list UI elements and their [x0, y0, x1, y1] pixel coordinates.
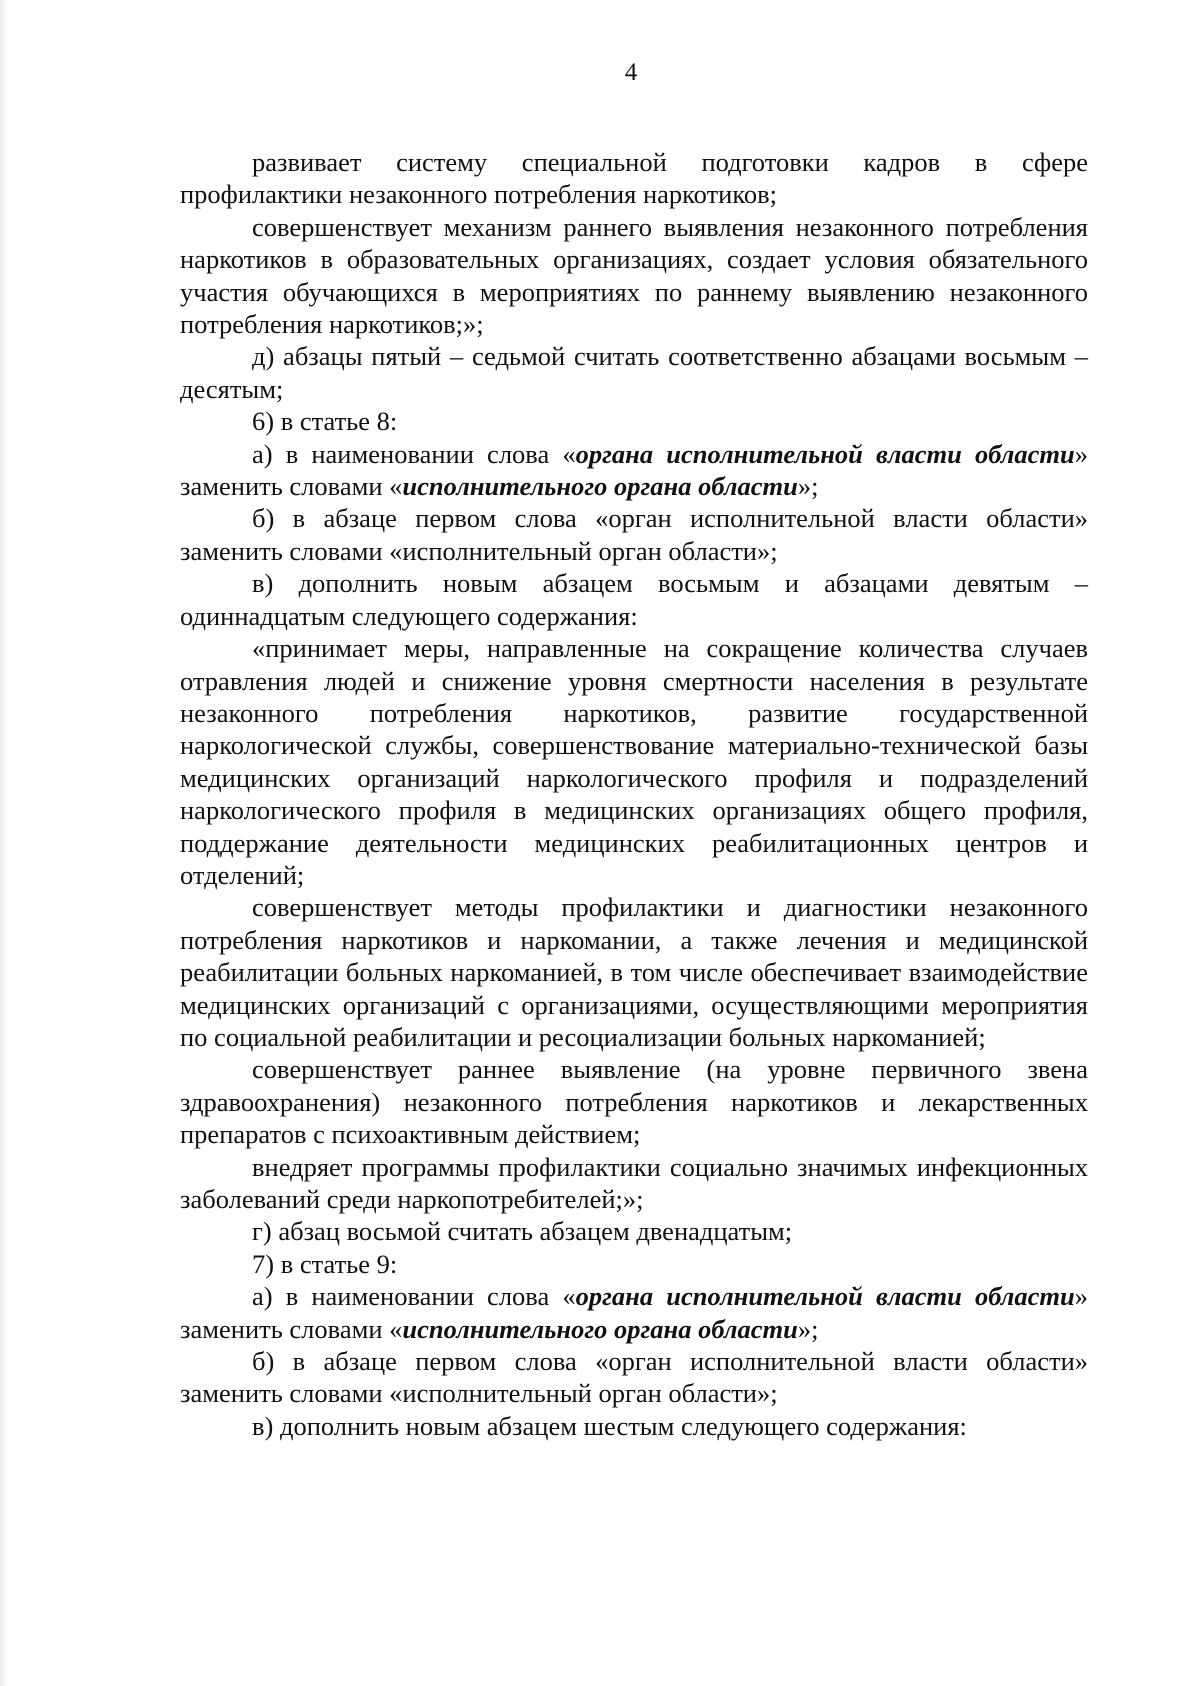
- paragraph-v-article-8-add: в) дополнить новым абзацем восьмым и абзацами девятым – одиннадцатым следующего содержания:: [180, 568, 1088, 631]
- paragraph-article-8-heading: 6) в статье 8:: [252, 406, 398, 437]
- bold-italic-new-term: исполнительного органа области: [402, 471, 798, 502]
- paragraph-a-article-9-title: [180, 1280, 1088, 1345]
- paragraph-g-renumber: г) абзац восьмой считать абзацем двенадцатым;: [252, 1216, 793, 1247]
- paragraph-v-article-9-add: в) дополнить новым абзацем шестым следующего содержания:: [252, 1410, 967, 1441]
- paragraph-early-detection-mechanism: совершенствует механизм раннего выявления незаконного потребления наркотиков в образовательных организациях, создает условия обязательного участия обучающихся в мероприятиях по раннему выявлению незаконного потребления наркотиков;»;: [180, 211, 1088, 340]
- paragraph-b-article-8-first: б) в абзаце первом слова «орган исполнительной власти области» заменить словами «исполнительный орган области»;: [180, 503, 1088, 566]
- paragraph-infectious-programs: внедряет программы профилактики социально значимых инфекционных заболеваний среди наркопотребителей;»;: [180, 1151, 1088, 1214]
- text-run: а) в наименовании слова «: [252, 1281, 576, 1312]
- paragraph-training-system: развивает систему специальной подготовки кадров в сфере профилактики незаконного потребления наркотиков;: [180, 147, 1088, 210]
- paragraph-measures-poisoning: «принимает меры, направленные на сокращение количества случаев отравления людей и снижение уровня смертности населения в результате незаконного потребления наркотиков, развитие государственной наркологической службы, совершенствование материально-технической базы медицинских организаций наркологического профиля и подразделений наркологического профиля в медицинских организациях общего профиля, поддержание деятельности медицинских реабилитационных центров и отделений;: [180, 633, 1088, 890]
- scan-edge: [0, 0, 8, 1686]
- bold-italic-new-term: исполнительного органа области: [402, 1313, 798, 1344]
- paragraph-early-detection-primary-care: совершенствует раннее выявление (на уровне первичного звена здравоохранения) незаконного потребления наркотиков и лекарственных препаратов с психоактивным действием;: [180, 1054, 1088, 1150]
- paragraph-b-article-9-first: б) в абзаце первом слова «орган исполнительной власти области» заменить словами «исполнительный орган области»;: [180, 1346, 1088, 1409]
- paragraph-article-9-heading: 7) в статье 9:: [252, 1248, 398, 1279]
- paragraph-a-article-8-title: [180, 438, 1088, 503]
- text-run: » заменить словами «: [180, 1281, 1088, 1344]
- bold-italic-old-term: органа исполнительной власти области: [575, 438, 1075, 469]
- text-run: а) в наименовании слова «: [252, 438, 576, 469]
- text-run: »;: [797, 1313, 819, 1344]
- paragraph-prevention-methods: совершенствует методы профилактики и диагностики незаконного потребления наркотиков и наркомании, а также лечения и медицинской реабилитации больных наркоманией, в том числе обеспечивает взаимодействие медицинских организаций с организациями, осуществляющими мероприятия по социальной реабилитации и ресоциализации больных наркоманией;: [180, 892, 1088, 1052]
- page-number: 4: [624, 59, 638, 86]
- text-run: »;: [797, 471, 819, 502]
- text-run: » заменить словами «: [180, 438, 1088, 502]
- paragraph-d-renumber: д) абзацы пятый – седьмой считать соответственно абзацами восьмым – десятым;: [180, 341, 1088, 404]
- document-body: [180, 146, 1088, 1442]
- bold-italic-old-term: органа исполнительной власти области: [575, 1281, 1075, 1312]
